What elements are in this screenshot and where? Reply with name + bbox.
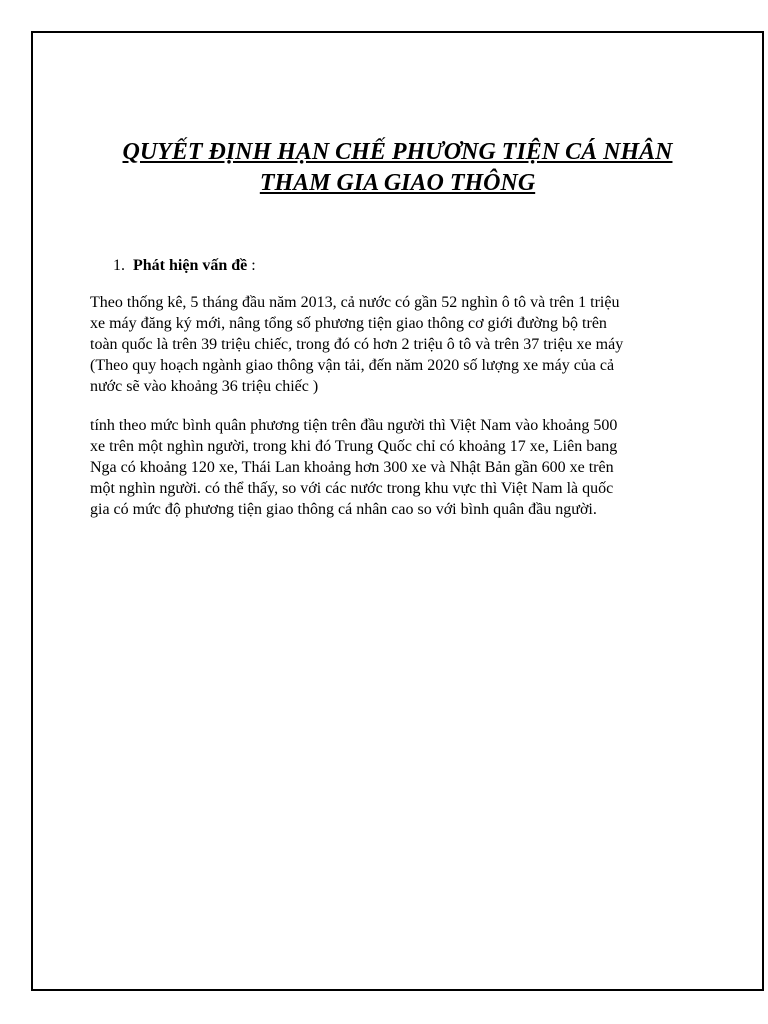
title-line: QUYẾT ĐỊNH HẠN CHẾ PHƯƠNG TIỆN CÁ NHÂN [122,139,673,165]
paragraph-line: nước sẽ vào khoảng 36 triệu chiếc ) [90,378,319,395]
paragraph-comparison [90,415,730,520]
paragraph-line: gia có mức độ phương tiện giao thông cá nhân cao so với bình quân đầu người. [90,501,597,518]
paragraph-line: toàn quốc là trên 39 triệu chiếc, trong đó có hơn 2 triệu ô tô và trên 37 triệu xe máy [90,336,624,353]
paragraph-statistics [90,292,730,397]
section-heading [113,256,256,276]
document-page [31,31,764,991]
section-heading-text: Phát hiện vấn đề [133,257,248,274]
paragraph-line: tính theo mức bình quân phương tiện trên đầu người thì Việt Nam vào khoảng 500 [90,417,618,434]
section-heading-suffix: : [247,257,256,274]
paragraph-line: xe máy đăng ký mới, nâng tổng số phương tiện giao thông cơ giới đường bộ trên [90,315,607,332]
paragraph-line: xe trên một nghìn người, trong khi đó Trung Quốc chỉ có khoảng 17 xe, Liên bang [90,438,618,455]
paragraph-line: (Theo quy hoạch ngành giao thông vận tải, đến năm 2020 số lượng xe máy của cả [90,357,615,374]
section-number: 1. [113,257,125,274]
paragraph-line: một nghìn người. có thể thấy, so với các nước trong khu vực thì Việt Nam là quốc [90,480,614,497]
title-line: THAM GIA GIAO THÔNG [259,170,536,196]
paragraph-line: Theo thống kê, 5 tháng đầu năm 2013, cả nước có gần 52 nghìn ô tô và trên 1 triệu [90,294,620,311]
paragraph-line: Nga có khoảng 120 xe, Thái Lan khoảng hơn 300 xe và Nhật Bản gần 600 xe trên [90,459,614,476]
document-title [33,137,762,199]
